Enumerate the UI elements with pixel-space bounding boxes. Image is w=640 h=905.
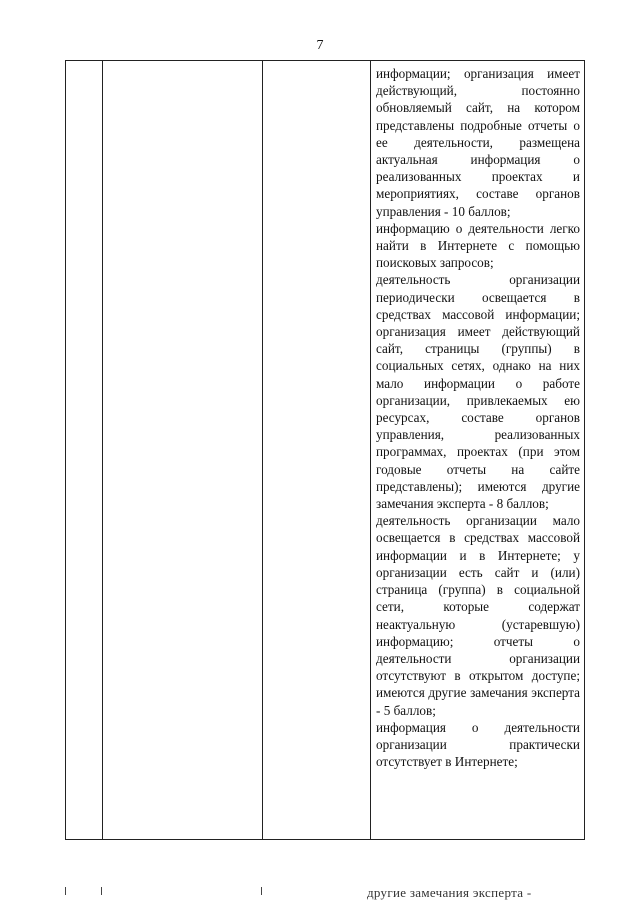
- bleed-text: другие замечания эксперта -: [367, 885, 532, 900]
- page-number: 7: [316, 38, 324, 53]
- column-divider: [370, 61, 371, 839]
- column-divider: [262, 61, 263, 839]
- criteria-paragraph: деятельность организации периодически освещается в средствах массовой информации; организация имеет действующий сайт, страницы (группы) в социальных сетях, однако на них мало информации о работе организации, привлекаемых ею ресурсах, составе органов управления, реализованных программах, проектах (при этом годовые отчеты на сайте представлены); имеются другие замечания эксперта - 8 баллов;: [376, 272, 580, 512]
- next-page-bleed: [0, 885, 640, 905]
- criteria-paragraph: деятельность организации мало освещается в средствах массовой информации и в Интернете; у организации есть сайт и (или) страница (группа) в социальной сети, которые содержат неактуальную (устаревшую) информацию; отчеты о деятельности организации отсутствуют в открытом доступе; имеются другие замечания эксперта - 5 баллов;: [376, 513, 580, 718]
- criteria-paragraph: информация о деятельности организации практически отсутствует в Интернете;: [376, 719, 580, 770]
- criteria-paragraph: информации; организация имеет действующий, постоянно обновляемый сайт, на котором представлены подробные отчеты о ее деятельности, размещена актуальная информация о реализованных проектах и мероприятиях, составе органов управления - 10 баллов;: [376, 66, 580, 219]
- bleed-mark: [65, 887, 66, 895]
- criteria-cell: [376, 65, 580, 770]
- criteria-table: [65, 60, 585, 840]
- bleed-mark: [101, 887, 102, 895]
- criteria-paragraph: информацию о деятельности легко найти в Интернете с помощью поисковых запросов;: [376, 220, 580, 271]
- column-divider: [102, 61, 103, 839]
- bleed-mark: [261, 887, 262, 895]
